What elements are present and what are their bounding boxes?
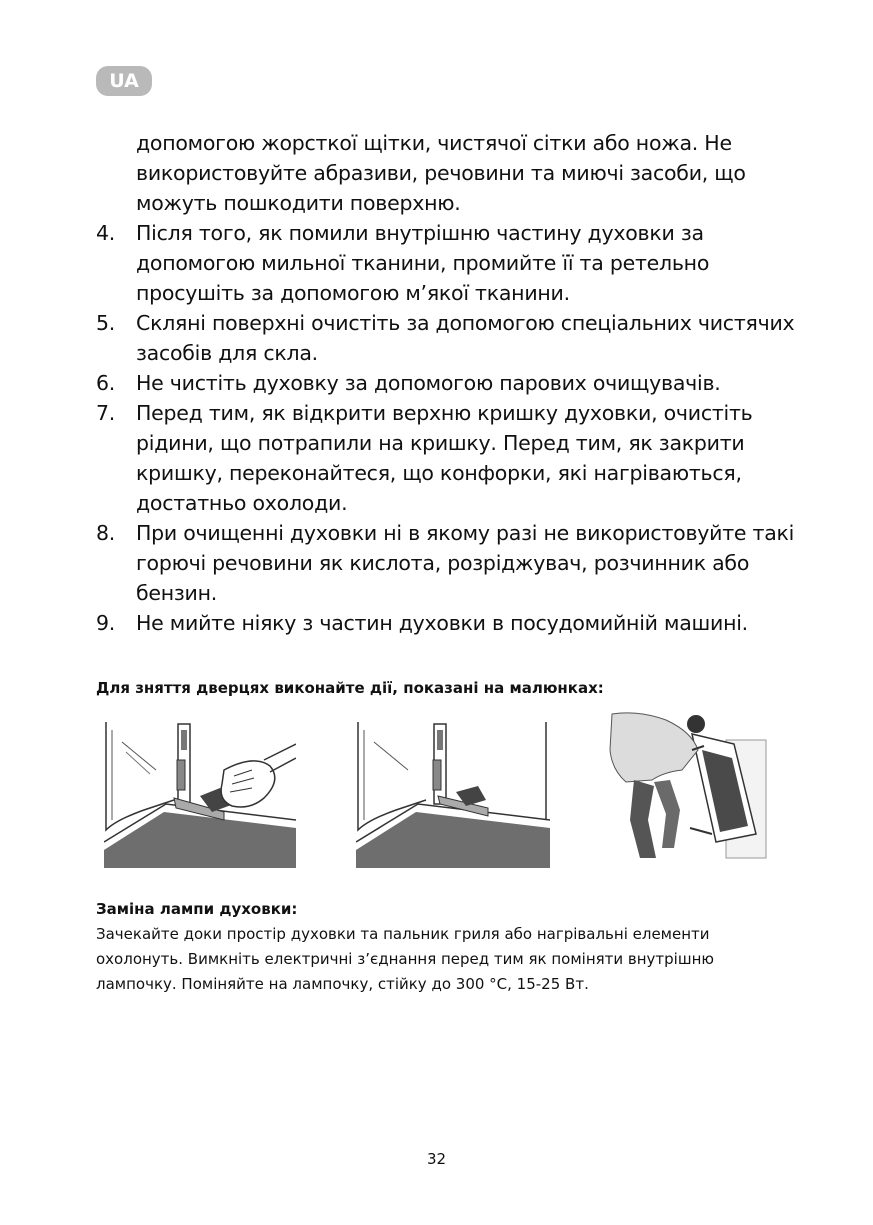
list-item: [96, 218, 796, 308]
item-text: При очищенні духовки ні в якому разі не використовуйте такі горючі речовини як кислота, розріджувач, розчинник або бензин.: [136, 521, 795, 605]
list-item: [96, 368, 796, 398]
door-lift-illustration: [608, 710, 768, 870]
cleaning-list: [96, 218, 796, 638]
item-text: Після того, як помили внутрішню частину духовки за допомогою мильної тканини, промийте її та ретельно просушіть за допомогою м’якої тканини.: [136, 221, 710, 305]
item-number: 5.: [96, 311, 116, 335]
language-badge: UA: [96, 66, 152, 96]
lamp-replacement-section: [96, 897, 786, 997]
item-text: Перед тим, як відкрити верхню кришку духовки, очистіть рідини, що потрапили на кришку. Перед тим, як закрити кришку, переконайтеся, що конфорки, які нагріваються, достатньо охолоди.: [136, 401, 753, 515]
page-number: 32: [426, 1150, 447, 1168]
item-text: Не мийте ніяку з частин духовки в посудомийній машині.: [136, 611, 748, 635]
item-number: 7.: [96, 401, 116, 425]
item-number: 8.: [96, 521, 116, 545]
door-removal-heading: Для зняття дверцях виконайте дії, показані на малюнках:: [96, 679, 604, 697]
list-item: [96, 308, 796, 368]
item-number: 9.: [96, 611, 116, 635]
item-text: Не чистіть духовку за допомогою парових очищувачів.: [136, 371, 721, 395]
lamp-replacement-text: Зачекайте доки простір духовки та пальник гриля або нагрівальні елементи охолонуть. Вимкніть електричні з’єднання перед тим як поміняти внутрішню лампочку. Поміняйте на лампочку, стійку до 300 °C, 15-25 Вт.: [96, 925, 715, 993]
list-item: [96, 518, 796, 608]
lamp-replacement-title: Заміна лампи духовки:: [96, 900, 298, 918]
cleaning-instructions: [96, 128, 796, 638]
item-number: 4.: [96, 221, 116, 245]
continued-paragraph: допомогою жорсткої щітки, чистячої сітки або ножа. Не використовуйте абразиви, речовини та миючі засоби, що можуть пошкодити поверхню.: [136, 131, 746, 215]
list-item: [96, 398, 796, 518]
list-item: [96, 608, 796, 638]
door-hinge-illustration-1: [104, 720, 296, 868]
item-text: Скляні поверхні очистіть за допомогою спеціальних чистячих засобів для скла.: [136, 311, 795, 365]
door-hinge-illustration-2: [356, 720, 550, 868]
item-number: 6.: [96, 371, 116, 395]
